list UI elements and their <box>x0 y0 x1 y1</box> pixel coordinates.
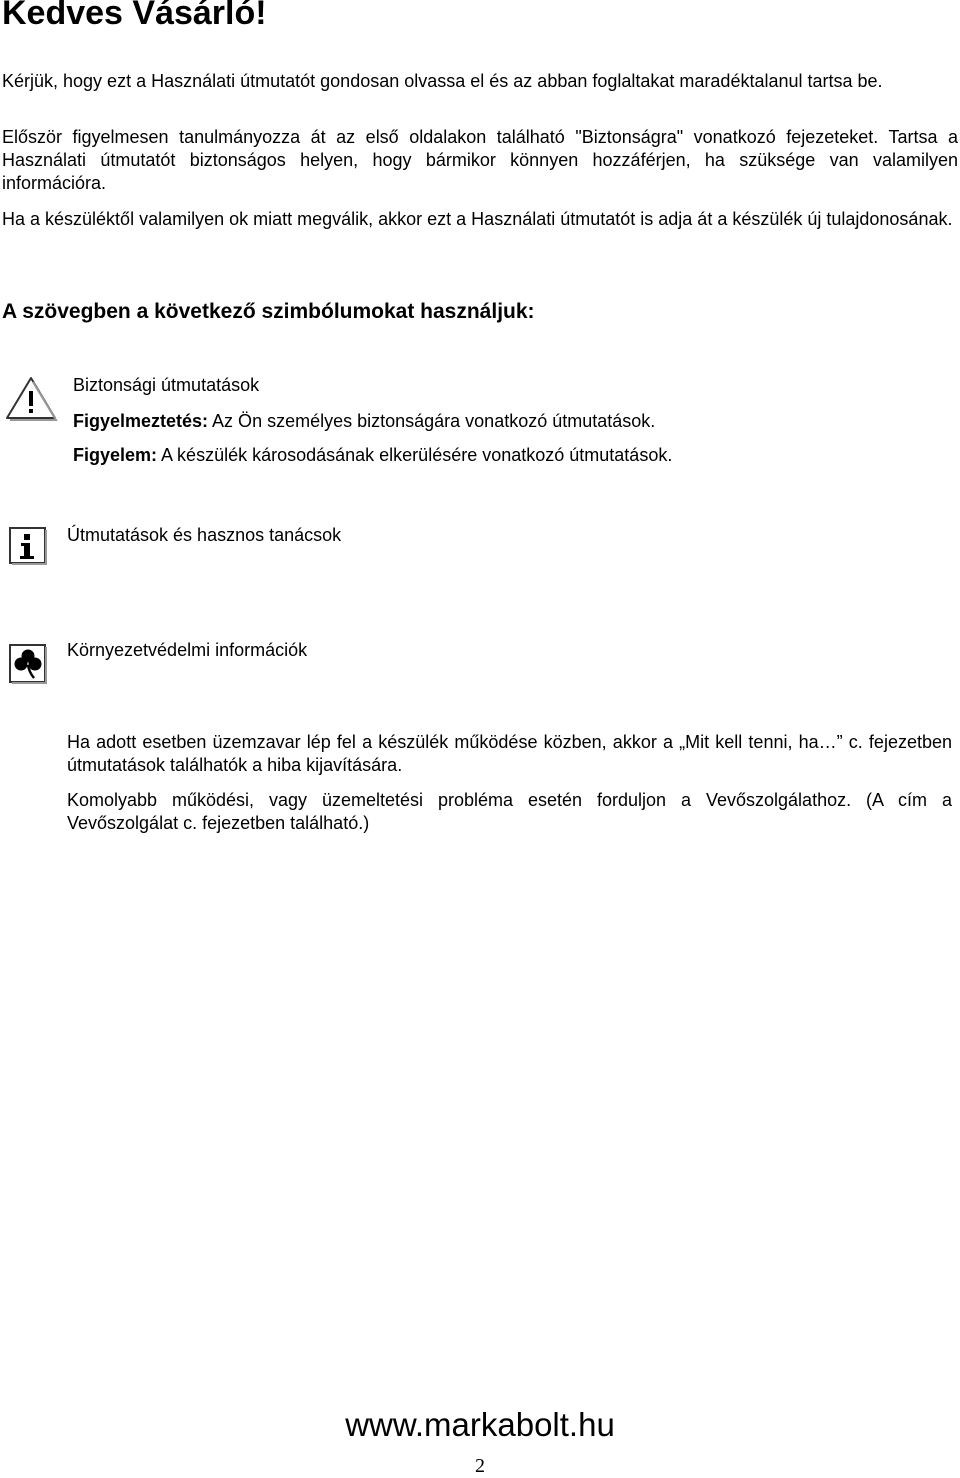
symbols-heading: A szövegben a következő szimbólumokat használjuk: <box>2 300 535 323</box>
note-text-1: Ha adott esetben üzemzavar lép fel a készülék működése közben, akkor a „Mit kell tenni, ha…” c. fejezetben útmutatások találhatók a hiba kijavítására. <box>67 732 952 775</box>
attention-line <box>73 444 672 467</box>
env-label: Környezetvédelmi információk <box>67 640 308 660</box>
warning-text: Az Ön személyes biztonságára vonatkozó útmutatások. <box>208 411 656 431</box>
intro-paragraph-3 <box>2 208 958 231</box>
safety-label: Biztonsági útmutatások <box>73 375 260 395</box>
info-icon <box>8 526 48 566</box>
intro-text-3: Ha a készüléktől valamilyen ok miatt megválik, akkor ezt a Használati útmutatót is adja át a készülék új tulajdonosának. <box>2 209 953 229</box>
clover-icon <box>8 643 48 685</box>
warning-triangle-icon <box>4 374 58 422</box>
footer-url: www.markabolt.hu <box>345 1406 615 1443</box>
warning-line <box>73 410 655 433</box>
note-paragraph-1 <box>67 731 952 777</box>
attention-text: A készülék károsodásának elkerülésére vonatkozó útmutatások. <box>157 445 673 465</box>
note-text-2: Komolyabb működési, vagy üzemeltetési probléma esetén forduljon a Vevőszolgálathoz. (A cím a Vevőszolgálat c. fejezetben található.) <box>67 790 952 833</box>
warning-bold: Figyelmeztetés: <box>73 411 209 431</box>
intro-text-2: Először figyelmesen tanulmányozza át az első oldalakon található "Biztonságra" vonatkozó fejezeteket. Tartsa a Használati útmutatót biztonságos helyen, hogy bármikor könnyen hozzáférjen, ha szüksége van valamilyen információra. <box>2 127 958 193</box>
intro-paragraph-2 <box>2 126 958 195</box>
page-number: 2 <box>475 1455 485 1477</box>
intro-paragraph-1 <box>2 70 958 93</box>
attention-bold: Figyelem: <box>73 445 158 465</box>
intro-text-1: Kérjük, hogy ezt a Használati útmutatót gondosan olvassa el és az abban foglaltakat maradéktalanul tartsa be. <box>2 71 883 91</box>
page-title: Kedves Vásárló! <box>2 0 267 32</box>
info-label: Útmutatások és hasznos tanácsok <box>67 525 342 545</box>
note-paragraph-2 <box>67 789 952 835</box>
